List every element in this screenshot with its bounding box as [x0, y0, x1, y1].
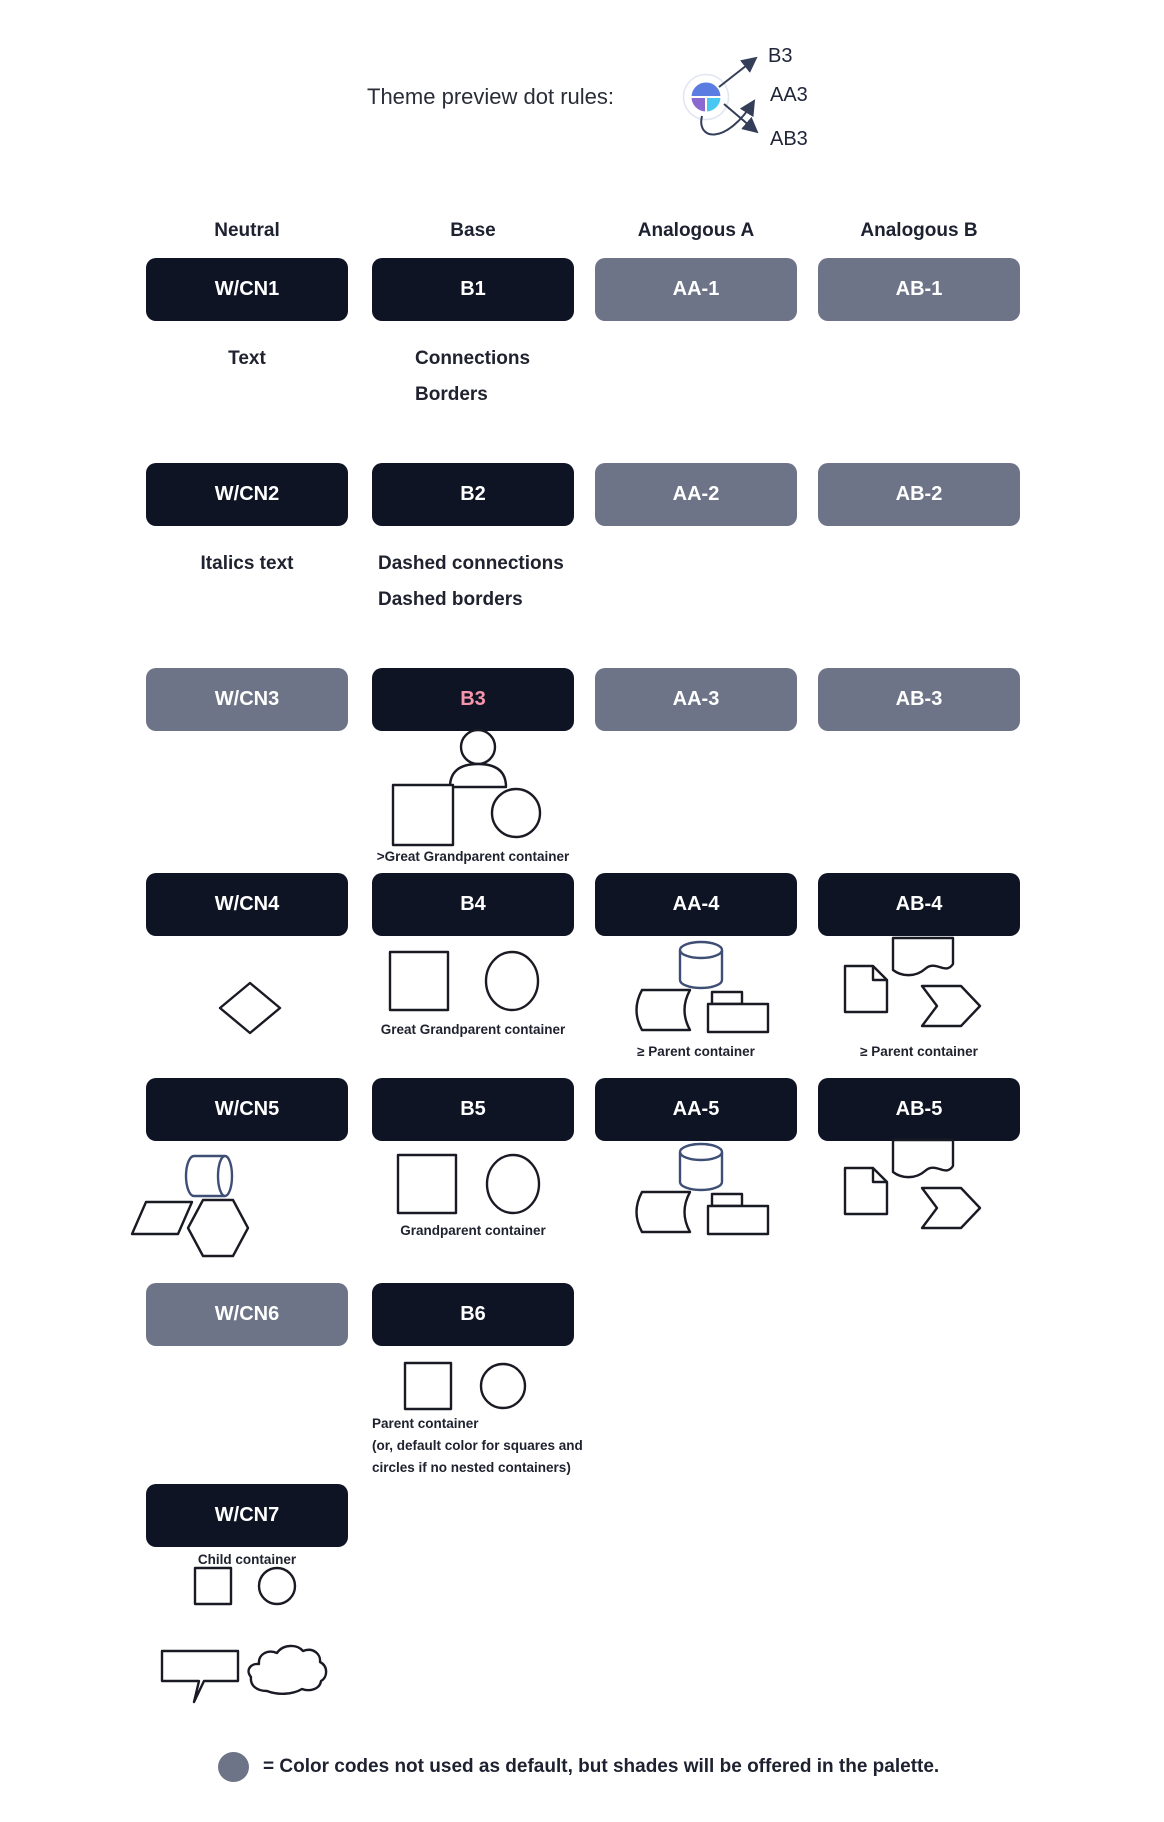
swatch-aa4: AA-4 [595, 873, 797, 936]
b5-shape-cluster [396, 1153, 546, 1215]
ellipse-shape [487, 1155, 539, 1213]
aa4-shape-cluster [628, 938, 773, 1034]
wcn4-shape-cluster [218, 981, 282, 1033]
swatch-ab3: AB-3 [818, 668, 1020, 731]
caption-gte-parent-ab: ≥ Parent container [860, 1044, 978, 1059]
column-header-base: Base [450, 220, 496, 241]
square-shape [393, 785, 453, 845]
stored-data-shape [637, 990, 691, 1030]
caption-text: Text [228, 348, 266, 369]
cylinder-top-shape [680, 942, 722, 958]
swatch-b1: B1 [372, 258, 574, 321]
parallelogram-shape [132, 1202, 192, 1234]
column-header-neutral: Neutral [214, 220, 280, 241]
document-shape [893, 1140, 953, 1177]
speech-bubble-shape [162, 1651, 238, 1702]
swatch-wcn7: W/CN7 [146, 1484, 348, 1547]
caption-dashed-borders: Dashed borders [378, 589, 523, 610]
ab5-shape-cluster [840, 1138, 985, 1230]
caption-italics-text: Italics text [200, 553, 294, 574]
hexagon-shape [188, 1200, 248, 1256]
wcn7-shape-cluster-2 [156, 1640, 336, 1704]
document-shape [893, 938, 953, 975]
note-shape [845, 1168, 887, 1214]
actor-body-shape [450, 764, 506, 787]
caption-grandparent: Grandparent container [400, 1223, 546, 1238]
swatch-b6: B6 [372, 1283, 574, 1346]
dot-label-ab3: AB3 [770, 128, 808, 150]
column-header-analogous-a: Analogous A [637, 220, 755, 241]
caption-dashed [378, 546, 564, 618]
caption-parent-line1: Parent container [372, 1416, 479, 1431]
swatch-ab4: AB-4 [818, 873, 1020, 936]
caption-parent-block [372, 1413, 583, 1479]
swatch-b2: B2 [372, 463, 574, 526]
swatch-b4: B4 [372, 873, 574, 936]
legend-text: = Color codes not used as default, but shades will be offered in the palette. [263, 1756, 940, 1777]
caption-borders: Borders [415, 384, 488, 405]
chevron-shape [922, 1188, 980, 1228]
ellipse-shape [486, 952, 538, 1010]
tabbed-frame-shape [708, 1004, 768, 1032]
swatch-ab1: AB-1 [818, 258, 1020, 321]
dot-label-b3: B3 [768, 45, 793, 67]
swatch-wcn4: W/CN4 [146, 873, 348, 936]
legend-dot [218, 1752, 249, 1782]
caption-child: Child container [197, 1552, 297, 1567]
swatch-aa2: AA-2 [595, 463, 797, 526]
arrow-to-b3 [719, 58, 756, 87]
swatch-aa3: AA-3 [595, 668, 797, 731]
square-shape [398, 1155, 456, 1213]
page-title: Theme preview dot rules: [367, 84, 614, 109]
caption-parent-line3: circles if no nested containers) [372, 1460, 571, 1475]
caption-gt-great-grandparent: >Great Grandparent container [376, 849, 570, 864]
b3-shape-cluster [380, 724, 550, 848]
caption-great-grandparent: Great Grandparent container [380, 1022, 566, 1037]
swatch-b3: B3 [372, 668, 574, 731]
caption-connections-borders [415, 341, 530, 413]
swatch-wcn1: W/CN1 [146, 258, 348, 321]
note-shape [845, 966, 887, 1012]
caption-gte-parent-aa: ≥ Parent container [637, 1044, 755, 1059]
swatch-aa5: AA-5 [595, 1078, 797, 1141]
swatch-ab2: AB-2 [818, 463, 1020, 526]
actor-head-shape [461, 730, 495, 764]
swatch-wcn5: W/CN5 [146, 1078, 348, 1141]
stored-data-shape [637, 1192, 691, 1232]
swatch-ab5: AB-5 [818, 1078, 1020, 1141]
aa5-shape-cluster [628, 1140, 773, 1236]
b4-shape-cluster [388, 950, 548, 1012]
caption-connections: Connections [415, 348, 531, 369]
cylinder-end-shape [218, 1156, 232, 1196]
circle-shape [259, 1568, 295, 1604]
cloud-shape [249, 1646, 327, 1694]
caption-dashed-connections: Dashed connections [378, 553, 564, 574]
circle-shape [481, 1364, 525, 1408]
swatch-b5: B5 [372, 1078, 574, 1141]
circle-shape [492, 789, 540, 837]
swatch-wcn2: W/CN2 [146, 463, 348, 526]
b6-shape-cluster [403, 1361, 528, 1413]
tab-shape [712, 992, 742, 1004]
square-shape [390, 952, 448, 1010]
swatch-wcn6: W/CN6 [146, 1283, 348, 1346]
cylinder-top-shape [680, 1144, 722, 1160]
swatch-aa1: AA-1 [595, 258, 797, 321]
tab-shape [712, 1194, 742, 1206]
chevron-shape [922, 986, 980, 1026]
tabbed-frame-shape [708, 1206, 768, 1234]
dot-label-aa3: AA3 [770, 84, 808, 106]
column-header-analogous-b: Analogous B [860, 220, 978, 241]
ab4-shape-cluster [840, 936, 985, 1028]
swatch-wcn3: W/CN3 [146, 668, 348, 731]
wcn5-shape-cluster [128, 1152, 253, 1258]
square-shape [195, 1568, 231, 1604]
square-shape [405, 1363, 451, 1409]
wcn7-shape-cluster [193, 1566, 298, 1608]
diamond-shape [220, 983, 280, 1033]
caption-parent-line2: (or, default color for squares and [372, 1438, 583, 1453]
